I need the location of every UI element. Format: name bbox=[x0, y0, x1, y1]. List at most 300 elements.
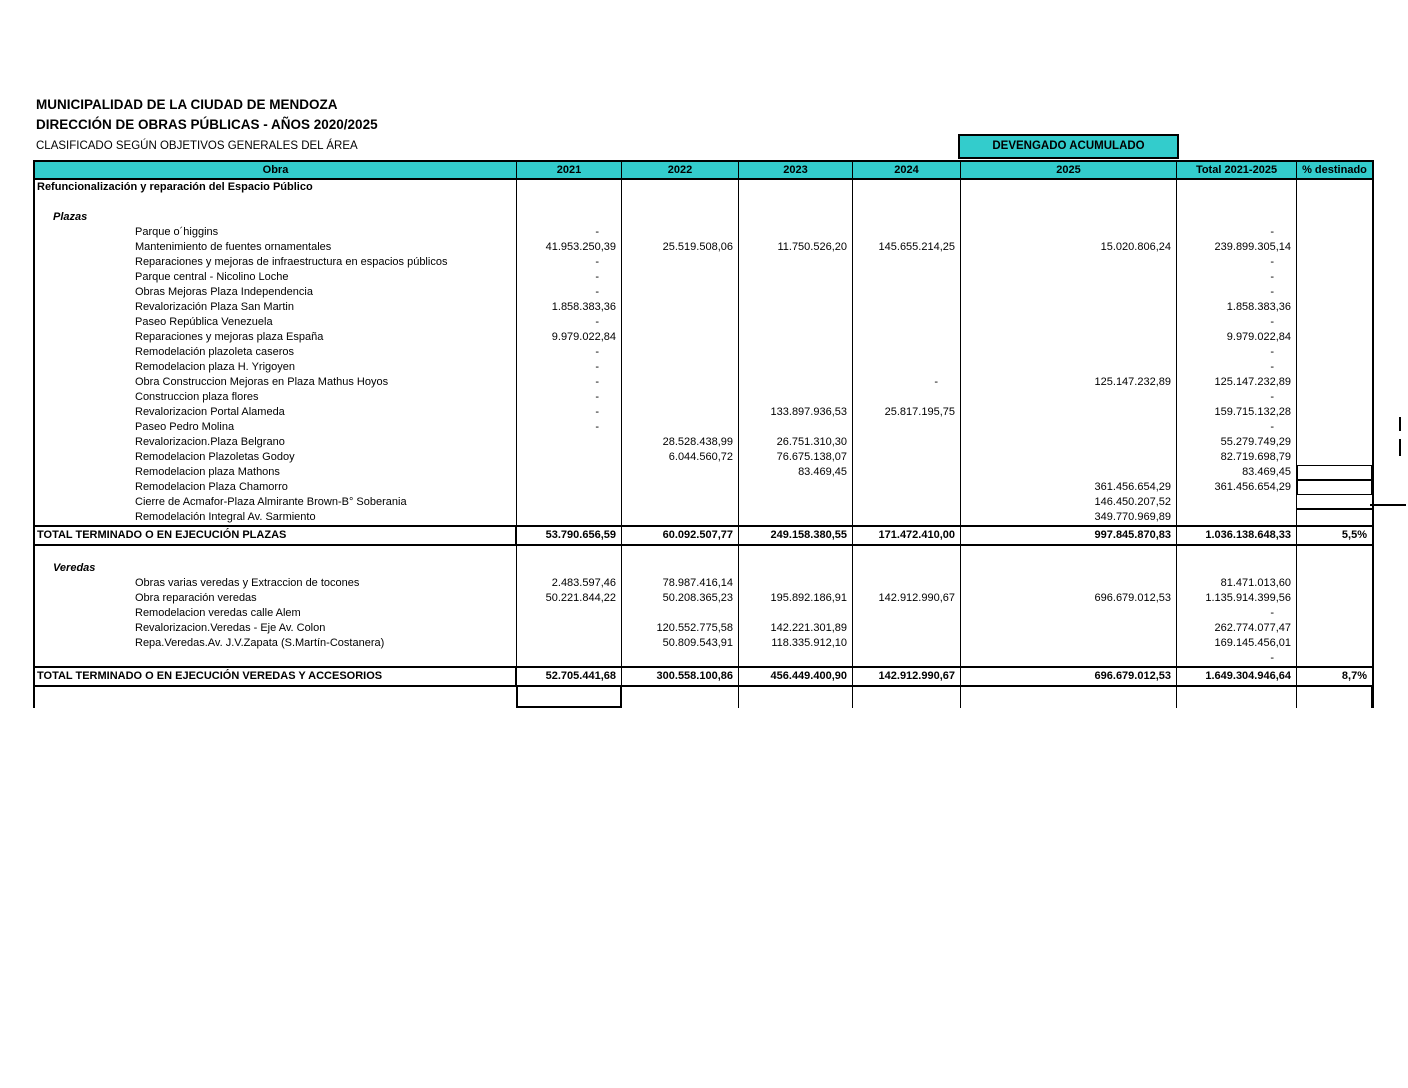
year-2023-cell bbox=[739, 651, 853, 666]
year-2023-cell bbox=[739, 510, 853, 525]
pct-cell bbox=[1297, 390, 1372, 405]
pct-cell bbox=[1297, 606, 1372, 621]
year-2022-cell bbox=[622, 255, 739, 270]
year-2022-cell bbox=[622, 315, 739, 330]
year-2025-cell bbox=[961, 621, 1177, 636]
year-2021-cell bbox=[517, 195, 622, 210]
year-2024-cell bbox=[853, 546, 961, 561]
year-2023-cell: 76.675.138,07 bbox=[739, 450, 853, 465]
year-2023-cell bbox=[739, 390, 853, 405]
year-2021-cell bbox=[517, 546, 622, 561]
total-2021-2025-cell: 81.471.013,60 bbox=[1177, 576, 1297, 591]
year-2023-cell: 26.751.310,30 bbox=[739, 435, 853, 450]
year-2024-cell bbox=[853, 285, 961, 300]
year-2025-cell bbox=[961, 330, 1177, 345]
year-2022-cell bbox=[622, 651, 739, 666]
section-row bbox=[35, 180, 1372, 195]
total-2021-2025-cell bbox=[1177, 210, 1297, 225]
obra-name: Obra Construccion Mejoras en Plaza Mathus Hoyos bbox=[35, 375, 517, 390]
year-2022-cell: 6.044.560,72 bbox=[622, 450, 739, 465]
year-2022-cell bbox=[622, 195, 739, 210]
year-2024-cell: 145.655.214,25 bbox=[853, 240, 961, 255]
year-2024-cell bbox=[853, 420, 961, 435]
obra-name: Paseo República Venezuela bbox=[35, 315, 517, 330]
year-2025-cell: 361.456.654,29 bbox=[961, 480, 1177, 495]
year-2025-cell bbox=[961, 180, 1177, 195]
year-2025-cell bbox=[961, 465, 1177, 480]
year-2024-cell bbox=[853, 195, 961, 210]
year-2022-cell bbox=[622, 465, 739, 480]
year-2023-cell bbox=[739, 420, 853, 435]
group-label: Veredas bbox=[35, 561, 517, 576]
obra-name: Paseo Pedro Molina bbox=[35, 420, 517, 435]
year-2021-cell: - bbox=[517, 420, 622, 435]
year-2024-cell: 142.912.990,67 bbox=[853, 668, 961, 685]
year-2022-cell bbox=[622, 210, 739, 225]
table-row bbox=[35, 360, 1372, 375]
year-2021-cell: - bbox=[517, 345, 622, 360]
year-2024-cell bbox=[853, 270, 961, 285]
total-label: TOTAL TERMINADO O EN EJECUCIÓN PLAZAS bbox=[35, 527, 517, 544]
year-2022-cell: 78.987.416,14 bbox=[622, 576, 739, 591]
table-row bbox=[35, 546, 1372, 561]
pct-cell bbox=[1297, 255, 1372, 270]
table-row bbox=[35, 240, 1372, 255]
pct-cell bbox=[1297, 330, 1372, 345]
pct-cell bbox=[1297, 621, 1372, 636]
year-2024-cell bbox=[853, 561, 961, 576]
year-2025-cell bbox=[961, 651, 1177, 666]
year-2024-cell bbox=[853, 225, 961, 240]
year-2025-cell bbox=[961, 210, 1177, 225]
table-header-row bbox=[35, 160, 1372, 180]
year-2025-cell bbox=[961, 405, 1177, 420]
table-row bbox=[35, 480, 1372, 495]
year-2025-cell bbox=[961, 687, 1177, 708]
year-2024-cell bbox=[853, 315, 961, 330]
year-2021-cell bbox=[517, 561, 622, 576]
year-2022-cell bbox=[622, 300, 739, 315]
obra-name bbox=[35, 651, 517, 666]
pct-cell bbox=[1297, 546, 1372, 561]
year-2021-cell bbox=[517, 495, 622, 510]
section-title: Refuncionalización y reparación del Espacio Público bbox=[35, 180, 517, 195]
year-2024-cell bbox=[853, 300, 961, 315]
obra-name: Construccion plaza flores bbox=[35, 390, 517, 405]
total-2021-2025-cell bbox=[1177, 510, 1297, 525]
year-2022-cell bbox=[622, 420, 739, 435]
obra-name: Remodelación Integral Av. Sarmiento bbox=[35, 510, 517, 525]
obra-name: Revalorizacion.Veredas - Eje Av. Colon bbox=[35, 621, 517, 636]
year-2024-cell: - bbox=[853, 375, 961, 390]
total-2021-2025-cell bbox=[1177, 195, 1297, 210]
year-2025-cell bbox=[961, 561, 1177, 576]
column-header-obra: Obra bbox=[35, 162, 517, 178]
year-2022-cell bbox=[622, 606, 739, 621]
year-2021-cell bbox=[517, 510, 622, 525]
column-header-pct: % destinado bbox=[1297, 162, 1372, 178]
year-2022-cell bbox=[622, 225, 739, 240]
year-2021-cell: 53.790.656,59 bbox=[517, 527, 622, 544]
page-subtitle-department: DIRECCIÓN DE OBRAS PÚBLICAS - AÑOS 2020/2025 bbox=[36, 117, 378, 132]
year-2025-cell bbox=[961, 450, 1177, 465]
year-2022-cell: 50.208.365,23 bbox=[622, 591, 739, 606]
year-2023-cell bbox=[739, 210, 853, 225]
year-2025-cell bbox=[961, 225, 1177, 240]
table-row bbox=[35, 510, 1372, 525]
year-2022-cell: 28.528.438,99 bbox=[622, 435, 739, 450]
pct-cell: 8,7% bbox=[1341, 670, 1367, 682]
obras-table bbox=[33, 160, 1374, 708]
obra-name: Remodelacion Plazoletas Godoy bbox=[35, 450, 517, 465]
total-2021-2025-cell bbox=[1177, 495, 1297, 510]
table-row bbox=[35, 195, 1372, 210]
year-2024-cell bbox=[853, 576, 961, 591]
year-2022-cell: 25.519.508,06 bbox=[622, 240, 739, 255]
year-2025-cell: 15.020.806,24 bbox=[961, 240, 1177, 255]
total-row bbox=[35, 525, 1372, 546]
pct-cell bbox=[1297, 195, 1372, 210]
total-2021-2025-cell: - bbox=[1177, 285, 1297, 300]
column-header-2021: 2021 bbox=[517, 162, 622, 178]
table-row bbox=[35, 606, 1372, 621]
year-2021-cell: 2.483.597,46 bbox=[517, 576, 622, 591]
pct-cell bbox=[1297, 420, 1372, 435]
column-header-2022: 2022 bbox=[622, 162, 739, 178]
total-label: TOTAL TERMINADO O EN EJECUCIÓN VEREDAS Y ACCESORIOS bbox=[35, 668, 517, 685]
total-2021-2025-cell: 361.456.654,29 bbox=[1177, 480, 1297, 495]
table-row bbox=[35, 687, 1372, 708]
obra-name bbox=[35, 195, 517, 210]
year-2025-cell bbox=[961, 435, 1177, 450]
year-2025-cell: 696.679.012,53 bbox=[961, 591, 1177, 606]
year-2021-cell: 41.953.250,39 bbox=[517, 240, 622, 255]
total-2021-2025-cell: - bbox=[1177, 255, 1297, 270]
pct-cell bbox=[1297, 270, 1372, 285]
total-2021-2025-cell: 82.719.698,79 bbox=[1177, 450, 1297, 465]
year-2022-cell bbox=[622, 405, 739, 420]
year-2023-cell: 456.449.400,90 bbox=[739, 668, 853, 685]
pct-cell bbox=[1297, 495, 1372, 510]
table-row bbox=[35, 591, 1372, 606]
year-2024-cell bbox=[853, 480, 961, 495]
pct-cell bbox=[1297, 561, 1372, 576]
total-2021-2025-cell: 55.279.749,29 bbox=[1177, 435, 1297, 450]
table-body bbox=[35, 180, 1372, 708]
obra-name bbox=[35, 546, 517, 561]
table-row bbox=[35, 465, 1372, 480]
total-2021-2025-cell: - bbox=[1177, 651, 1297, 666]
table-row bbox=[35, 270, 1372, 285]
year-2021-cell bbox=[517, 210, 622, 225]
year-2021-cell: 52.705.441,68 bbox=[517, 668, 622, 685]
group-row bbox=[35, 210, 1372, 225]
group-row bbox=[35, 561, 1372, 576]
year-2023-cell bbox=[739, 225, 853, 240]
obra-name: Remodelación plazoleta caseros bbox=[35, 345, 517, 360]
classification-caption: CLASIFICADO SEGÚN OBJETIVOS GENERALES DEL ÁREA bbox=[36, 140, 358, 152]
table-row bbox=[35, 420, 1372, 435]
year-2025-cell bbox=[961, 636, 1177, 651]
table-row bbox=[35, 405, 1372, 420]
obra-name: Parque central - Nicolino Loche bbox=[35, 270, 517, 285]
year-2023-cell bbox=[739, 375, 853, 390]
year-2025-cell bbox=[961, 390, 1177, 405]
pct-cell bbox=[1297, 180, 1372, 195]
year-2022-cell bbox=[622, 330, 739, 345]
year-2021-cell: - bbox=[517, 390, 622, 405]
group-label: Plazas bbox=[35, 210, 517, 225]
year-2024-cell bbox=[853, 687, 961, 708]
total-2021-2025-cell: - bbox=[1177, 315, 1297, 330]
pct-cell bbox=[1297, 465, 1372, 480]
year-2021-cell bbox=[517, 435, 622, 450]
total-2021-2025-cell bbox=[1177, 546, 1297, 561]
total-2021-2025-cell: - bbox=[1177, 420, 1297, 435]
year-2025-cell bbox=[961, 270, 1177, 285]
obra-name: Reparaciones y mejoras plaza España bbox=[35, 330, 517, 345]
total-2021-2025-cell: 1.135.914.399,56 bbox=[1177, 591, 1297, 606]
year-2023-cell: 133.897.936,53 bbox=[739, 405, 853, 420]
year-2023-cell bbox=[739, 315, 853, 330]
obra-name: Obras varias veredas y Extraccion de tocones bbox=[35, 576, 517, 591]
year-2025-cell bbox=[961, 285, 1177, 300]
year-2023-cell bbox=[739, 480, 853, 495]
pct-cell bbox=[1297, 240, 1372, 255]
total-2021-2025-cell: 1.036.138.648,33 bbox=[1177, 527, 1297, 544]
pct-cell bbox=[1297, 300, 1372, 315]
pct-cell bbox=[1297, 405, 1372, 420]
year-2024-cell bbox=[853, 495, 961, 510]
table-row bbox=[35, 450, 1372, 465]
year-2021-cell bbox=[517, 606, 622, 621]
obra-name: Mantenimiento de fuentes ornamentales bbox=[35, 240, 517, 255]
year-2024-cell bbox=[853, 330, 961, 345]
year-2024-cell bbox=[853, 510, 961, 525]
table-row bbox=[35, 495, 1372, 510]
total-2021-2025-cell: 125.147.232,89 bbox=[1177, 375, 1297, 390]
year-2021-cell bbox=[517, 480, 622, 495]
year-2024-cell: 142.912.990,67 bbox=[853, 591, 961, 606]
year-2024-cell bbox=[853, 651, 961, 666]
year-2024-cell bbox=[853, 621, 961, 636]
year-2023-cell bbox=[739, 360, 853, 375]
year-2024-cell bbox=[853, 210, 961, 225]
total-2021-2025-cell: - bbox=[1177, 345, 1297, 360]
page-title: MUNICIPALIDAD DE LA CIUDAD DE MENDOZA bbox=[36, 97, 338, 112]
year-2022-cell bbox=[622, 345, 739, 360]
obra-name: Remodelacion plaza H. Yrigoyen bbox=[35, 360, 517, 375]
year-2023-cell bbox=[739, 546, 853, 561]
total-2021-2025-cell: - bbox=[1177, 390, 1297, 405]
obra-name bbox=[35, 687, 517, 708]
obra-name: Remodelacion veredas calle Alem bbox=[35, 606, 517, 621]
year-2021-cell: 9.979.022,84 bbox=[517, 330, 622, 345]
year-2024-cell bbox=[853, 390, 961, 405]
obra-name: Remodelacion Plaza Chamorro bbox=[35, 480, 517, 495]
year-2021-cell bbox=[517, 687, 622, 708]
pct-cell bbox=[1297, 435, 1372, 450]
year-2025-cell bbox=[961, 360, 1177, 375]
total-2021-2025-cell bbox=[1177, 561, 1297, 576]
total-2021-2025-cell bbox=[1177, 687, 1297, 708]
year-2023-cell bbox=[739, 255, 853, 270]
pct-cell bbox=[1297, 687, 1372, 708]
total-2021-2025-cell: - bbox=[1177, 270, 1297, 285]
year-2023-cell bbox=[739, 606, 853, 621]
year-2024-cell bbox=[853, 450, 961, 465]
total-2021-2025-cell: 159.715.132,28 bbox=[1177, 405, 1297, 420]
total-2021-2025-cell: 1.649.304.946,64 bbox=[1177, 668, 1297, 685]
year-2023-cell bbox=[739, 285, 853, 300]
total-2021-2025-cell: 9.979.022,84 bbox=[1177, 330, 1297, 345]
year-2021-cell: 1.858.383,36 bbox=[517, 300, 622, 315]
year-2021-cell: - bbox=[517, 285, 622, 300]
pct-cell bbox=[1297, 636, 1372, 651]
year-2023-cell: 118.335.912,10 bbox=[739, 636, 853, 651]
year-2021-cell bbox=[517, 651, 622, 666]
pct-cell bbox=[1297, 360, 1372, 375]
year-2024-cell bbox=[853, 606, 961, 621]
year-2024-cell bbox=[853, 636, 961, 651]
year-2023-cell: 195.892.186,91 bbox=[739, 591, 853, 606]
year-2021-cell bbox=[517, 636, 622, 651]
pct-cell bbox=[1297, 450, 1372, 465]
year-2022-cell: 50.809.543,91 bbox=[622, 636, 739, 651]
total-2021-2025-cell bbox=[1177, 180, 1297, 195]
year-2022-cell bbox=[622, 561, 739, 576]
table-row bbox=[35, 225, 1372, 240]
year-2022-cell bbox=[622, 510, 739, 525]
obra-name: Reparaciones y mejoras de infraestructura en espacios públicos bbox=[35, 255, 517, 270]
column-header-2024: 2024 bbox=[853, 162, 961, 178]
year-2024-cell: 171.472.410,00 bbox=[853, 527, 961, 544]
total-2021-2025-cell: 239.899.305,14 bbox=[1177, 240, 1297, 255]
year-2021-cell bbox=[517, 180, 622, 195]
year-2021-cell: - bbox=[517, 405, 622, 420]
year-2022-cell bbox=[622, 480, 739, 495]
year-2022-cell bbox=[622, 375, 739, 390]
year-2024-cell bbox=[853, 255, 961, 270]
year-2025-cell: 997.845.870,83 bbox=[961, 527, 1177, 544]
year-2023-cell: 249.158.380,55 bbox=[739, 527, 853, 544]
table-row bbox=[35, 315, 1372, 330]
year-2022-cell: 300.558.100,86 bbox=[622, 668, 739, 685]
year-2021-cell: - bbox=[517, 360, 622, 375]
year-2025-cell bbox=[961, 315, 1177, 330]
year-2025-cell bbox=[961, 255, 1177, 270]
table-row bbox=[35, 651, 1372, 666]
table-row bbox=[35, 375, 1372, 390]
year-2021-cell: - bbox=[517, 270, 622, 285]
total-2021-2025-cell: 83.469,45 bbox=[1177, 465, 1297, 480]
table-row bbox=[35, 285, 1372, 300]
year-2021-cell bbox=[517, 465, 622, 480]
obra-name: Revalorizacion Portal Alameda bbox=[35, 405, 517, 420]
table-row bbox=[35, 435, 1372, 450]
year-2022-cell bbox=[622, 360, 739, 375]
year-2025-cell bbox=[961, 546, 1177, 561]
total-2021-2025-cell: - bbox=[1177, 606, 1297, 621]
table-row bbox=[35, 330, 1372, 345]
total-2021-2025-cell: - bbox=[1177, 360, 1297, 375]
pct-cell: 5,5% bbox=[1341, 529, 1367, 541]
year-2021-cell bbox=[517, 450, 622, 465]
year-2023-cell bbox=[739, 345, 853, 360]
pct-cell bbox=[1297, 510, 1372, 525]
total-2021-2025-cell: 1.858.383,36 bbox=[1177, 300, 1297, 315]
table-row bbox=[35, 390, 1372, 405]
year-2022-cell bbox=[622, 270, 739, 285]
year-2024-cell bbox=[853, 180, 961, 195]
year-2025-cell: 349.770.969,89 bbox=[961, 510, 1177, 525]
year-2025-cell bbox=[961, 606, 1177, 621]
pct-cell bbox=[1297, 480, 1372, 495]
year-2022-cell bbox=[622, 285, 739, 300]
year-2025-cell bbox=[961, 300, 1177, 315]
total-2021-2025-cell: 262.774.077,47 bbox=[1177, 621, 1297, 636]
table-row bbox=[35, 576, 1372, 591]
table-row bbox=[35, 345, 1372, 360]
obra-name: Revalorización Plaza San Martin bbox=[35, 300, 517, 315]
obra-name: Obra reparación veredas bbox=[35, 591, 517, 606]
total-2021-2025-cell: 169.145.456,01 bbox=[1177, 636, 1297, 651]
obra-name: Revalorizacion.Plaza Belgrano bbox=[35, 435, 517, 450]
column-header-total: Total 2021-2025 bbox=[1177, 162, 1297, 178]
year-2023-cell: 83.469,45 bbox=[739, 465, 853, 480]
year-2024-cell bbox=[853, 465, 961, 480]
year-2021-cell: - bbox=[517, 255, 622, 270]
year-2023-cell: 142.221.301,89 bbox=[739, 621, 853, 636]
column-header-2025: 2025 bbox=[961, 162, 1177, 178]
year-2023-cell bbox=[739, 270, 853, 285]
year-2023-cell bbox=[739, 180, 853, 195]
table-row bbox=[35, 621, 1372, 636]
total-row bbox=[35, 666, 1372, 687]
year-2022-cell bbox=[622, 546, 739, 561]
year-2024-cell: 25.817.195,75 bbox=[853, 405, 961, 420]
year-2023-cell: 11.750.526,20 bbox=[739, 240, 853, 255]
year-2025-cell bbox=[961, 420, 1177, 435]
year-2023-cell bbox=[739, 561, 853, 576]
year-2022-cell: 120.552.775,58 bbox=[622, 621, 739, 636]
pct-cell bbox=[1297, 591, 1372, 606]
pct-cell bbox=[1297, 315, 1372, 330]
column-header-2023: 2023 bbox=[739, 162, 853, 178]
year-2021-cell: - bbox=[517, 225, 622, 240]
year-2021-cell bbox=[517, 621, 622, 636]
year-2023-cell bbox=[739, 687, 853, 708]
right-border-fragment-bottom bbox=[1399, 439, 1401, 456]
pct-cell bbox=[1297, 345, 1372, 360]
year-2024-cell bbox=[853, 345, 961, 360]
year-2022-cell bbox=[622, 180, 739, 195]
year-2023-cell bbox=[739, 195, 853, 210]
obra-name: Obras Mejoras Plaza Independencia bbox=[35, 285, 517, 300]
pct-cell bbox=[1297, 225, 1372, 240]
year-2021-cell: - bbox=[517, 375, 622, 390]
pct-cell bbox=[1297, 651, 1372, 666]
pct-cell bbox=[1297, 576, 1372, 591]
obra-name: Parque o´higgins bbox=[35, 225, 517, 240]
year-2025-cell: 696.679.012,53 bbox=[961, 668, 1177, 685]
devengado-acumulado-banner: DEVENGADO ACUMULADO bbox=[958, 134, 1179, 159]
year-2024-cell bbox=[853, 360, 961, 375]
right-border-fragment-top bbox=[1399, 417, 1401, 431]
year-2023-cell bbox=[739, 330, 853, 345]
obra-name: Remodelacion plaza Mathons bbox=[35, 465, 517, 480]
pct-line-extension bbox=[1370, 504, 1406, 506]
